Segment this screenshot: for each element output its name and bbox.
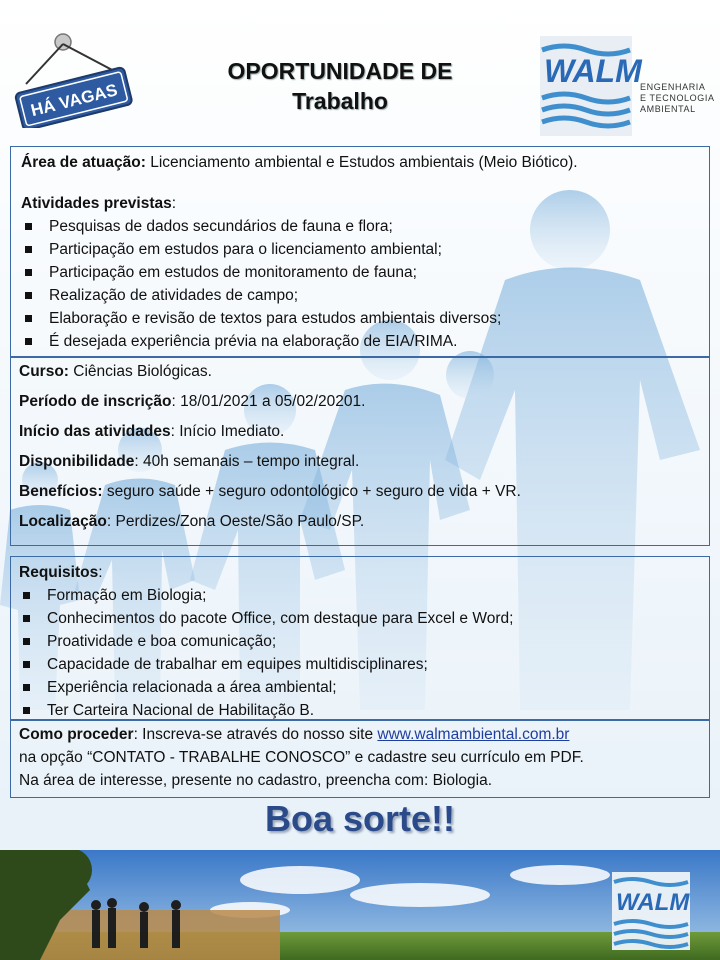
inicio-value: : Início Imediato. [170,423,285,440]
list-item: Formação em Biologia; [19,584,701,607]
disponibilidade-line [19,451,701,473]
walm-logo-text: WALM [544,53,642,89]
list-item: É desejada experiência prévia na elaboração de EIA/RIMA. [21,330,699,353]
list-item: Pesquisas de dados secundários de fauna e flora; [21,215,699,238]
periodo-value: : 18/01/2021 a 05/02/20201. [171,393,366,410]
area-value: Licenciamento ambiental e Estudos ambientais (Meio Biótico). [145,154,578,171]
como-label: Como proceder [19,726,134,743]
list-item: Realização de atividades de campo; [21,284,699,307]
walm-logo-bottom [612,872,690,950]
requisitos-box [10,556,710,720]
localizacao-line [19,511,701,533]
atividades-suffix: : [171,195,177,212]
inicio-label: Início das atividades [19,423,171,440]
atividades-heading [21,192,699,215]
como-line-3: Na área de interesse, presente no cadastro, preencha com: Biologia. [19,772,493,789]
localizacao-label: Localização [19,513,107,530]
requisitos-suffix: : [98,564,103,581]
tagline-line-2: E TECNOLOGIA [640,93,715,103]
beneficios-label: Benefícios: [19,483,103,500]
area-label: Área de atuação: [21,154,146,171]
curso-line [19,361,701,383]
como-line-2: na opção “CONTATO - TRABALHE CONOSCO” e cadastre seu currículo em PDF. [19,749,584,766]
logo-tagline [640,82,720,115]
disponibilidade-value: : 40h semanais – tempo integral. [134,453,360,470]
list-item: Capacidade de trabalhar em equipes multidisciplinares; [19,653,701,676]
title-line-1: OPORTUNIDADE DE [227,58,453,84]
list-item: Elaboração e revisão de textos para estudos ambientais diversos; [21,307,699,330]
beneficios-line [19,481,701,503]
beneficios-value: seguro saúde + seguro odontológico + seguro de vida + VR. [102,483,521,500]
list-item: Conhecimentos do pacote Office, com destaque para Excel e Word; [19,607,701,630]
tagline-line-3: AMBIENTAL [640,104,696,114]
requisitos-heading [19,561,701,584]
disponibilidade-label: Disponibilidade [19,453,135,470]
ha-vagas-sign [8,32,138,128]
como-text-1: : Inscreva-se através do nosso site [133,726,378,743]
periodo-line [19,391,701,413]
curso-value: Ciências Biológicas. [68,363,212,380]
page-title [180,56,500,116]
info-box [10,356,710,546]
list-item: Participação em estudos de monitoramento de fauna; [21,261,699,284]
curso-label: Curso: [19,363,69,380]
atividades-list [21,215,699,353]
localizacao-value: : Perdizes/Zona Oeste/São Paulo/SP. [106,513,365,530]
walm-logo-bottom-text: WALM [616,889,690,916]
site-link[interactable]: www.walmambiental.com.br [377,726,570,743]
list-item: Experiência relacionada a área ambiental; [19,676,701,699]
boa-sorte-headline: Boa sorte!! [264,798,456,839]
tagline-line-1: ENGENHARIA [640,82,706,92]
area-atividades-box [10,146,710,358]
atividades-label: Atividades previstas [21,195,172,212]
como-line-1 [19,723,701,746]
requisitos-list [19,584,701,722]
inicio-line [19,421,701,443]
requisitos-label: Requisitos [19,564,99,581]
list-item: Ter Carteira Nacional de Habilitação B. [19,699,701,722]
list-item: Proatividade e boa comunicação; [19,630,701,653]
periodo-label: Período de inscrição [19,393,172,410]
area-line [21,151,699,174]
sign-text: HÁ VAGAS [28,80,120,121]
title-line-2: Trabalho [292,88,388,114]
list-item: Participação em estudos para o licenciamento ambiental; [21,238,699,261]
como-proceder-box [10,720,710,798]
